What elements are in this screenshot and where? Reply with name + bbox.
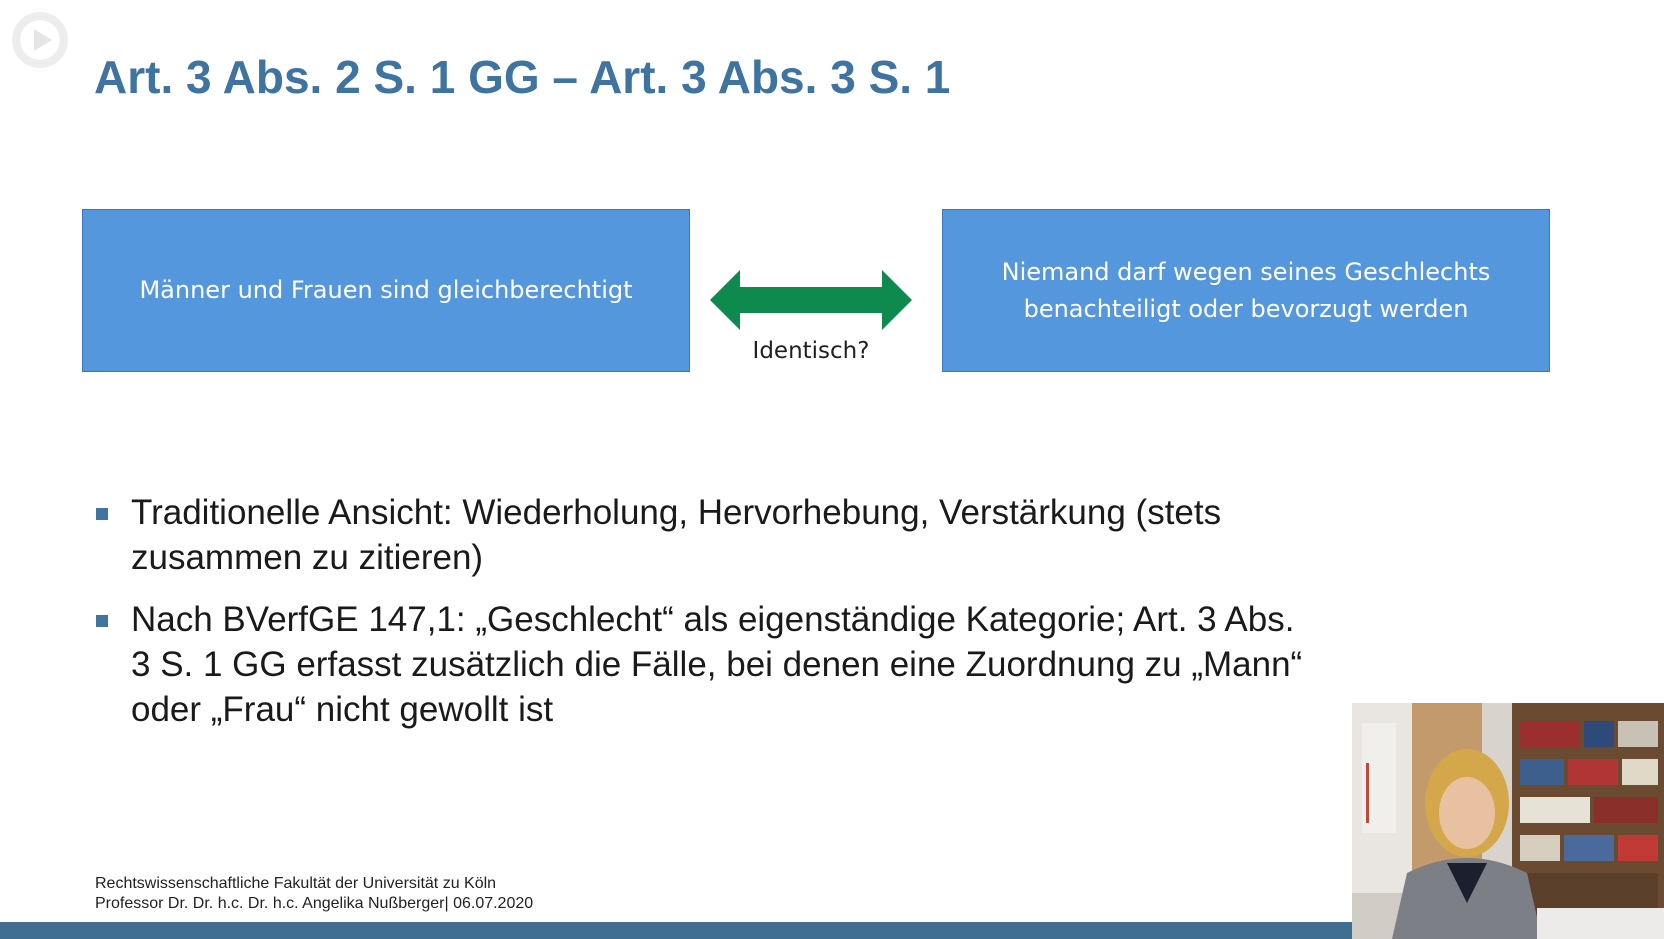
bullet-line: Nach BVerfGE 147,1: „Geschlecht“ als eigenständige Kategorie; Art. 3 Abs. [131, 600, 1295, 639]
bullet-list [96, 490, 1566, 749]
bullet-line: zusammen zu zitieren) [131, 538, 484, 577]
play-icon [12, 12, 68, 68]
double-arrow-icon [710, 270, 912, 330]
bullet-item-traditional-view [96, 490, 1566, 580]
presenter-video-icon [1352, 703, 1664, 939]
bullet-line: 3 S. 1 GG erfasst zusätzlich die Fälle, bei denen eine Zuordnung zu „Mann“ [131, 645, 1303, 684]
bullet-item-bverfge [96, 597, 1566, 732]
arrow-label: Identisch? [752, 338, 870, 364]
slide-footer [95, 874, 533, 914]
box-no-discrimination [942, 209, 1550, 372]
box-equal-rights [82, 209, 690, 372]
footer-faculty: Rechtswissenschaftliche Fakultät der Universität zu Köln [95, 875, 497, 892]
bullet-line: Traditionelle Ansicht: Wiederholung, Hervorhebung, Verstärkung (stets [131, 493, 1222, 532]
bullet-square-icon [96, 508, 108, 520]
webcam-video [1352, 703, 1664, 939]
footer-author-date: Professor Dr. Dr. h.c. Dr. h.c. Angelika Nußberger| 06.07.2020 [95, 895, 534, 912]
box-no-discrimination-line-2: benachteiligt oder bevorzugt werden [1023, 294, 1469, 323]
slide-title: Art. 3 Abs. 2 S. 1 GG – Art. 3 Abs. 3 S. 1 [94, 51, 951, 103]
play-button[interactable] [12, 12, 68, 68]
box-no-discrimination-line-1: Niemand darf wegen seines Geschlechts [1001, 257, 1491, 286]
bullet-line: oder „Frau“ nicht gewollt ist [131, 690, 554, 729]
bullet-square-icon [96, 615, 108, 627]
box-equal-rights-text: Männer und Frauen sind gleichberechtigt [139, 276, 633, 304]
